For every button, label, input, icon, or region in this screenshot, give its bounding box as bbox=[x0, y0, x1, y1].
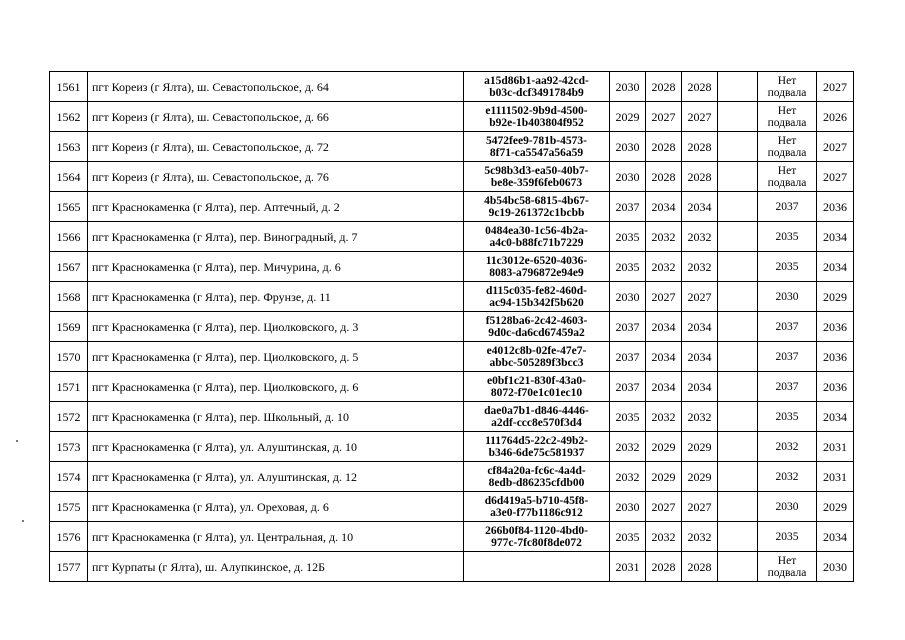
year-cell-3: 2032 bbox=[682, 222, 718, 252]
year-cell-6: 2036 bbox=[817, 312, 854, 342]
guid-cell-line: a15d86b1-aa92-42cd- bbox=[484, 74, 589, 87]
year-cell-4 bbox=[718, 342, 758, 372]
guid-cell-line: e4012c8b-02fe-47e7- bbox=[486, 344, 587, 357]
year-cell-3: 2028 bbox=[682, 552, 718, 582]
row-number-cell: 1561 bbox=[50, 72, 88, 102]
year-cell-1: 2037 bbox=[610, 342, 646, 372]
guid-cell-line: 8edb-d86235cfdb00 bbox=[488, 476, 585, 489]
guid-cell-line: 111764d5-22c2-49b2- bbox=[485, 434, 588, 447]
row-number-cell: 1569 bbox=[50, 312, 88, 342]
year-cell-1: 2029 bbox=[610, 102, 646, 132]
housing-register-table bbox=[49, 71, 854, 582]
guid-cell bbox=[464, 162, 610, 192]
basement-cell bbox=[758, 552, 817, 582]
address-cell: пгт Краснокаменка (г Ялта), пер. Виноградный, д. 7 bbox=[88, 222, 464, 252]
guid-cell-line: b346-6de75c581937 bbox=[488, 446, 585, 459]
guid-cell-line: a3e0-f77b1186c912 bbox=[490, 506, 583, 519]
guid-cell bbox=[464, 102, 610, 132]
year-cell-1: 2035 bbox=[610, 402, 646, 432]
year-cell-3: 2032 bbox=[682, 252, 718, 282]
year-cell-4 bbox=[718, 522, 758, 552]
address-cell: пгт Краснокаменка (г Ялта), ул. Ореховая, д. 6 bbox=[88, 492, 464, 522]
guid-cell-line: d115c035-fe82-460d- bbox=[486, 284, 587, 297]
guid-cell bbox=[464, 402, 610, 432]
guid-cell-line: a4c0-b88fc71b7229 bbox=[489, 236, 584, 249]
table-row bbox=[50, 72, 854, 102]
year-cell-2: 2029 bbox=[646, 462, 682, 492]
year-cell-4 bbox=[718, 492, 758, 522]
address-cell: пгт Краснокаменка (г Ялта), ул. Центральная, д. 10 bbox=[88, 522, 464, 552]
year-cell-2: 2028 bbox=[646, 552, 682, 582]
guid-cell-line: a2df-ccc8e570f3d4 bbox=[491, 416, 582, 429]
year-cell-4 bbox=[718, 312, 758, 342]
basement-cell bbox=[758, 132, 817, 162]
guid-cell-line: ac94-15b342f5b620 bbox=[489, 296, 584, 309]
row-number-cell: 1568 bbox=[50, 282, 88, 312]
address-cell: пгт Краснокаменка (г Ялта), ул. Алуштинская, д. 10 bbox=[88, 432, 464, 462]
guid-cell bbox=[464, 132, 610, 162]
basement-cell bbox=[758, 372, 817, 402]
address-cell: пгт Кореиз (г Ялта), ш. Севастопольское, д. 76 bbox=[88, 162, 464, 192]
guid-cell-line: b92e-1b403804f952 bbox=[489, 116, 584, 129]
table-row bbox=[50, 522, 854, 552]
year-cell-4 bbox=[718, 102, 758, 132]
basement-cell bbox=[758, 252, 817, 282]
year-cell-6: 2029 bbox=[817, 492, 854, 522]
basement-cell-line: Нет bbox=[777, 134, 797, 147]
year-cell-2: 2029 bbox=[646, 432, 682, 462]
year-cell-3: 2034 bbox=[682, 192, 718, 222]
basement-cell-line: Нет bbox=[777, 164, 797, 177]
year-cell-1: 2030 bbox=[610, 492, 646, 522]
guid-cell-line: 4b54bc58-6815-4b67- bbox=[484, 194, 589, 207]
guid-cell-line: 9d0c-da6cd67459a2 bbox=[488, 326, 585, 339]
guid-cell-line: 9c19-261372c1bcbb bbox=[488, 206, 585, 219]
year-cell-6: 2027 bbox=[817, 132, 854, 162]
guid-cell bbox=[464, 252, 610, 282]
year-cell-6: 2036 bbox=[817, 342, 854, 372]
address-cell: пгт Краснокаменка (г Ялта), пер. Циолковского, д. 3 bbox=[88, 312, 464, 342]
year-cell-4 bbox=[718, 432, 758, 462]
year-cell-3: 2029 bbox=[682, 432, 718, 462]
year-cell-1: 2037 bbox=[610, 312, 646, 342]
row-number-cell: 1575 bbox=[50, 492, 88, 522]
guid-cell bbox=[464, 312, 610, 342]
address-cell: пгт Краснокаменка (г Ялта), пер. Школьный, д. 10 bbox=[88, 402, 464, 432]
scan-speck bbox=[16, 440, 18, 442]
address-cell: пгт Краснокаменка (г Ялта), ул. Алуштинская, д. 12 bbox=[88, 462, 464, 492]
year-cell-6: 2027 bbox=[817, 72, 854, 102]
year-cell-6: 2026 bbox=[817, 102, 854, 132]
year-cell-2: 2032 bbox=[646, 222, 682, 252]
guid-cell-line: dae0a7b1-d846-4446- bbox=[484, 404, 589, 417]
year-cell-6: 2036 bbox=[817, 372, 854, 402]
guid-cell bbox=[464, 342, 610, 372]
basement-cell bbox=[758, 102, 817, 132]
basement-cell-line: 2035 bbox=[775, 530, 799, 543]
year-cell-2: 2028 bbox=[646, 162, 682, 192]
year-cell-3: 2034 bbox=[682, 312, 718, 342]
year-cell-3: 2032 bbox=[682, 402, 718, 432]
year-cell-3: 2029 bbox=[682, 462, 718, 492]
table-row bbox=[50, 312, 854, 342]
basement-cell bbox=[758, 462, 817, 492]
year-cell-2: 2027 bbox=[646, 492, 682, 522]
year-cell-1: 2032 bbox=[610, 432, 646, 462]
guid-cell-line: 8072-f70e1c01ec10 bbox=[490, 386, 583, 399]
scan-speck bbox=[22, 520, 24, 522]
guid-cell bbox=[464, 552, 610, 582]
guid-cell-line: d6d419a5-b710-45f8- bbox=[484, 494, 589, 507]
table-row bbox=[50, 132, 854, 162]
year-cell-1: 2037 bbox=[610, 192, 646, 222]
row-number-cell: 1563 bbox=[50, 132, 88, 162]
year-cell-1: 2037 bbox=[610, 372, 646, 402]
address-cell: пгт Краснокаменка (г Ялта), пер. Фрунзе, д. 11 bbox=[88, 282, 464, 312]
year-cell-2: 2034 bbox=[646, 342, 682, 372]
row-number-cell: 1577 bbox=[50, 552, 88, 582]
year-cell-4 bbox=[718, 252, 758, 282]
year-cell-2: 2028 bbox=[646, 72, 682, 102]
guid-cell-line: e1111502-9b9d-4500- bbox=[485, 104, 588, 117]
year-cell-1: 2035 bbox=[610, 522, 646, 552]
basement-cell-line: Нет bbox=[777, 104, 797, 117]
row-number-cell: 1571 bbox=[50, 372, 88, 402]
year-cell-3: 2034 bbox=[682, 372, 718, 402]
guid-cell-line: 5c98b3d3-ea50-40b7- bbox=[484, 164, 589, 177]
year-cell-1: 2032 bbox=[610, 462, 646, 492]
basement-cell bbox=[758, 342, 817, 372]
basement-cell-line: 2037 bbox=[775, 350, 799, 363]
table-row bbox=[50, 432, 854, 462]
address-cell: пгт Кореиз (г Ялта), ш. Севастопольское, д. 66 bbox=[88, 102, 464, 132]
year-cell-2: 2034 bbox=[646, 192, 682, 222]
guid-cell bbox=[464, 522, 610, 552]
guid-cell bbox=[464, 462, 610, 492]
basement-cell bbox=[758, 522, 817, 552]
table-row bbox=[50, 492, 854, 522]
address-cell: пгт Краснокаменка (г Ялта), пер. Аптечный, д. 2 bbox=[88, 192, 464, 222]
row-number-cell: 1576 bbox=[50, 522, 88, 552]
year-cell-4 bbox=[718, 222, 758, 252]
address-cell: пгт Краснокаменка (г Ялта), пер. Мичурина, д. 6 bbox=[88, 252, 464, 282]
basement-cell-line: 2037 bbox=[775, 320, 799, 333]
year-cell-3: 2028 bbox=[682, 72, 718, 102]
year-cell-4 bbox=[718, 372, 758, 402]
basement-cell-line: 2032 bbox=[775, 440, 799, 453]
guid-cell bbox=[464, 432, 610, 462]
row-number-cell: 1562 bbox=[50, 102, 88, 132]
row-number-cell: 1564 bbox=[50, 162, 88, 192]
row-number-cell: 1565 bbox=[50, 192, 88, 222]
year-cell-6: 2034 bbox=[817, 522, 854, 552]
table-row bbox=[50, 252, 854, 282]
year-cell-2: 2032 bbox=[646, 402, 682, 432]
year-cell-1: 2031 bbox=[610, 552, 646, 582]
guid-cell bbox=[464, 492, 610, 522]
guid-cell-line: 8083-a796872e94e9 bbox=[489, 266, 584, 279]
guid-cell-line: b03c-dcf3491784b9 bbox=[489, 86, 584, 99]
year-cell-4 bbox=[718, 552, 758, 582]
year-cell-6: 2034 bbox=[817, 252, 854, 282]
year-cell-2: 2032 bbox=[646, 252, 682, 282]
basement-cell-line: Нет bbox=[777, 554, 797, 567]
year-cell-2: 2032 bbox=[646, 522, 682, 552]
basement-cell bbox=[758, 192, 817, 222]
year-cell-3: 2027 bbox=[682, 492, 718, 522]
guid-cell-line: 0484ea30-1c56-4b2a- bbox=[485, 224, 588, 237]
basement-cell bbox=[758, 72, 817, 102]
year-cell-4 bbox=[718, 132, 758, 162]
year-cell-1: 2030 bbox=[610, 72, 646, 102]
guid-cell-line: cf84a20a-fc6c-4a4d- bbox=[487, 464, 586, 477]
table-row bbox=[50, 102, 854, 132]
basement-cell bbox=[758, 432, 817, 462]
year-cell-2: 2028 bbox=[646, 132, 682, 162]
year-cell-6: 2027 bbox=[817, 162, 854, 192]
row-number-cell: 1572 bbox=[50, 402, 88, 432]
year-cell-1: 2035 bbox=[610, 222, 646, 252]
basement-cell-line: 2030 bbox=[775, 290, 799, 303]
guid-cell bbox=[464, 222, 610, 252]
year-cell-2: 2027 bbox=[646, 102, 682, 132]
guid-cell-line: 5472fee9-781b-4573- bbox=[486, 134, 587, 147]
guid-cell-line: f5128ba6-2c42-4603- bbox=[485, 314, 588, 327]
year-cell-1: 2035 bbox=[610, 252, 646, 282]
year-cell-4 bbox=[718, 282, 758, 312]
basement-cell-line: 2032 bbox=[775, 470, 799, 483]
basement-cell-line: подвала bbox=[767, 116, 807, 129]
year-cell-2: 2034 bbox=[646, 312, 682, 342]
year-cell-6: 2031 bbox=[817, 432, 854, 462]
basement-cell-line: подвала bbox=[767, 146, 807, 159]
address-cell: пгт Краснокаменка (г Ялта), пер. Циолковского, д. 5 bbox=[88, 342, 464, 372]
year-cell-3: 2032 bbox=[682, 522, 718, 552]
guid-cell-line: 8f71-ca5547a56a59 bbox=[489, 146, 584, 159]
basement-cell bbox=[758, 312, 817, 342]
guid-cell-line: abbc-505289f3bcc3 bbox=[489, 356, 584, 369]
guid-cell bbox=[464, 72, 610, 102]
address-cell: пгт Краснокаменка (г Ялта), пер. Циолковского, д. 6 bbox=[88, 372, 464, 402]
basement-cell-line: 2035 bbox=[775, 260, 799, 273]
guid-cell-line: be8e-359f6feb0673 bbox=[490, 176, 583, 189]
row-number-cell: 1566 bbox=[50, 222, 88, 252]
basement-cell bbox=[758, 282, 817, 312]
basement-cell-line: 2037 bbox=[775, 200, 799, 213]
basement-cell bbox=[758, 162, 817, 192]
address-cell: пгт Кореиз (г Ялта), ш. Севастопольское, д. 72 bbox=[88, 132, 464, 162]
guid-cell-line: 977c-7fc80f8de072 bbox=[491, 536, 582, 549]
year-cell-2: 2027 bbox=[646, 282, 682, 312]
table-row bbox=[50, 192, 854, 222]
guid-cell-line: e0bf1c21-830f-43a0- bbox=[486, 374, 586, 387]
basement-cell bbox=[758, 222, 817, 252]
year-cell-4 bbox=[718, 72, 758, 102]
guid-cell bbox=[464, 282, 610, 312]
basement-cell-line: 2037 bbox=[775, 380, 799, 393]
basement-cell-line: 2035 bbox=[775, 230, 799, 243]
basement-cell-line: 2035 bbox=[775, 410, 799, 423]
year-cell-2: 2034 bbox=[646, 372, 682, 402]
year-cell-6: 2029 bbox=[817, 282, 854, 312]
year-cell-3: 2028 bbox=[682, 132, 718, 162]
basement-cell-line: 2030 bbox=[775, 500, 799, 513]
year-cell-6: 2034 bbox=[817, 402, 854, 432]
table-row bbox=[50, 372, 854, 402]
row-number-cell: 1570 bbox=[50, 342, 88, 372]
year-cell-4 bbox=[718, 462, 758, 492]
basement-cell-line: подвала bbox=[767, 86, 807, 99]
year-cell-3: 2027 bbox=[682, 102, 718, 132]
year-cell-6: 2030 bbox=[817, 552, 854, 582]
year-cell-4 bbox=[718, 162, 758, 192]
row-number-cell: 1574 bbox=[50, 462, 88, 492]
year-cell-4 bbox=[718, 402, 758, 432]
year-cell-4 bbox=[718, 192, 758, 222]
year-cell-1: 2030 bbox=[610, 282, 646, 312]
year-cell-1: 2030 bbox=[610, 162, 646, 192]
table-row bbox=[50, 552, 854, 582]
year-cell-1: 2030 bbox=[610, 132, 646, 162]
table-row bbox=[50, 162, 854, 192]
table-row bbox=[50, 402, 854, 432]
basement-cell bbox=[758, 402, 817, 432]
year-cell-3: 2034 bbox=[682, 342, 718, 372]
address-cell: пгт Кореиз (г Ялта), ш. Севастопольское, д. 64 bbox=[88, 72, 464, 102]
basement-cell-line: подвала bbox=[767, 566, 807, 579]
table-row bbox=[50, 282, 854, 312]
year-cell-6: 2034 bbox=[817, 222, 854, 252]
address-cell: пгт Курпаты (г Ялта), ш. Алупкинское, д. 12Б bbox=[88, 552, 464, 582]
year-cell-6: 2036 bbox=[817, 192, 854, 222]
guid-cell bbox=[464, 192, 610, 222]
table-row bbox=[50, 222, 854, 252]
row-number-cell: 1573 bbox=[50, 432, 88, 462]
basement-cell-line: подвала bbox=[767, 176, 807, 189]
year-cell-3: 2027 bbox=[682, 282, 718, 312]
table-row bbox=[50, 342, 854, 372]
basement-cell-line: Нет bbox=[777, 74, 797, 87]
year-cell-3: 2028 bbox=[682, 162, 718, 192]
guid-cell bbox=[464, 372, 610, 402]
basement-cell bbox=[758, 492, 817, 522]
year-cell-6: 2031 bbox=[817, 462, 854, 492]
table-row bbox=[50, 462, 854, 492]
guid-cell-line: 266b0f84-1120-4bd0- bbox=[485, 524, 588, 537]
guid-cell-line: 11c3012e-6520-4036- bbox=[485, 254, 588, 267]
row-number-cell: 1567 bbox=[50, 252, 88, 282]
